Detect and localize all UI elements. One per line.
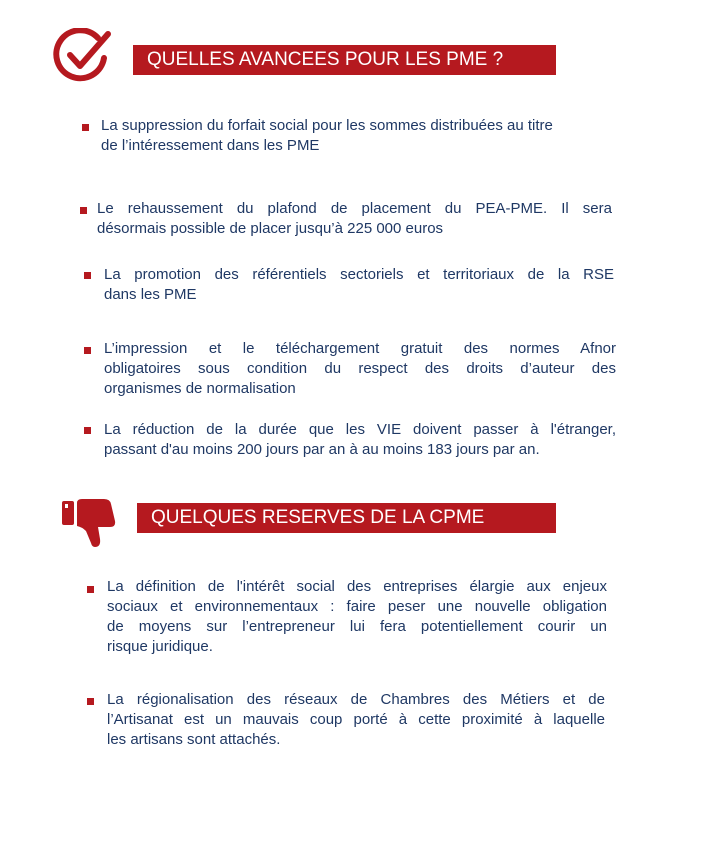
section2-title-banner: QUELQUES RESERVES DE LA CPME	[137, 503, 556, 533]
bullet-icon	[80, 207, 87, 214]
bullet-icon	[87, 586, 94, 593]
section1-title-banner: QUELLES AVANCEES POUR LES PME ?	[133, 45, 556, 75]
bullet-icon	[82, 124, 89, 131]
bullet-icon	[87, 698, 94, 705]
thumbs-down-icon	[60, 497, 118, 549]
checkmark-circle-icon	[52, 28, 114, 84]
bullet-icon	[84, 427, 91, 434]
bullet-icon	[84, 347, 91, 354]
bullet-icon	[84, 272, 91, 279]
